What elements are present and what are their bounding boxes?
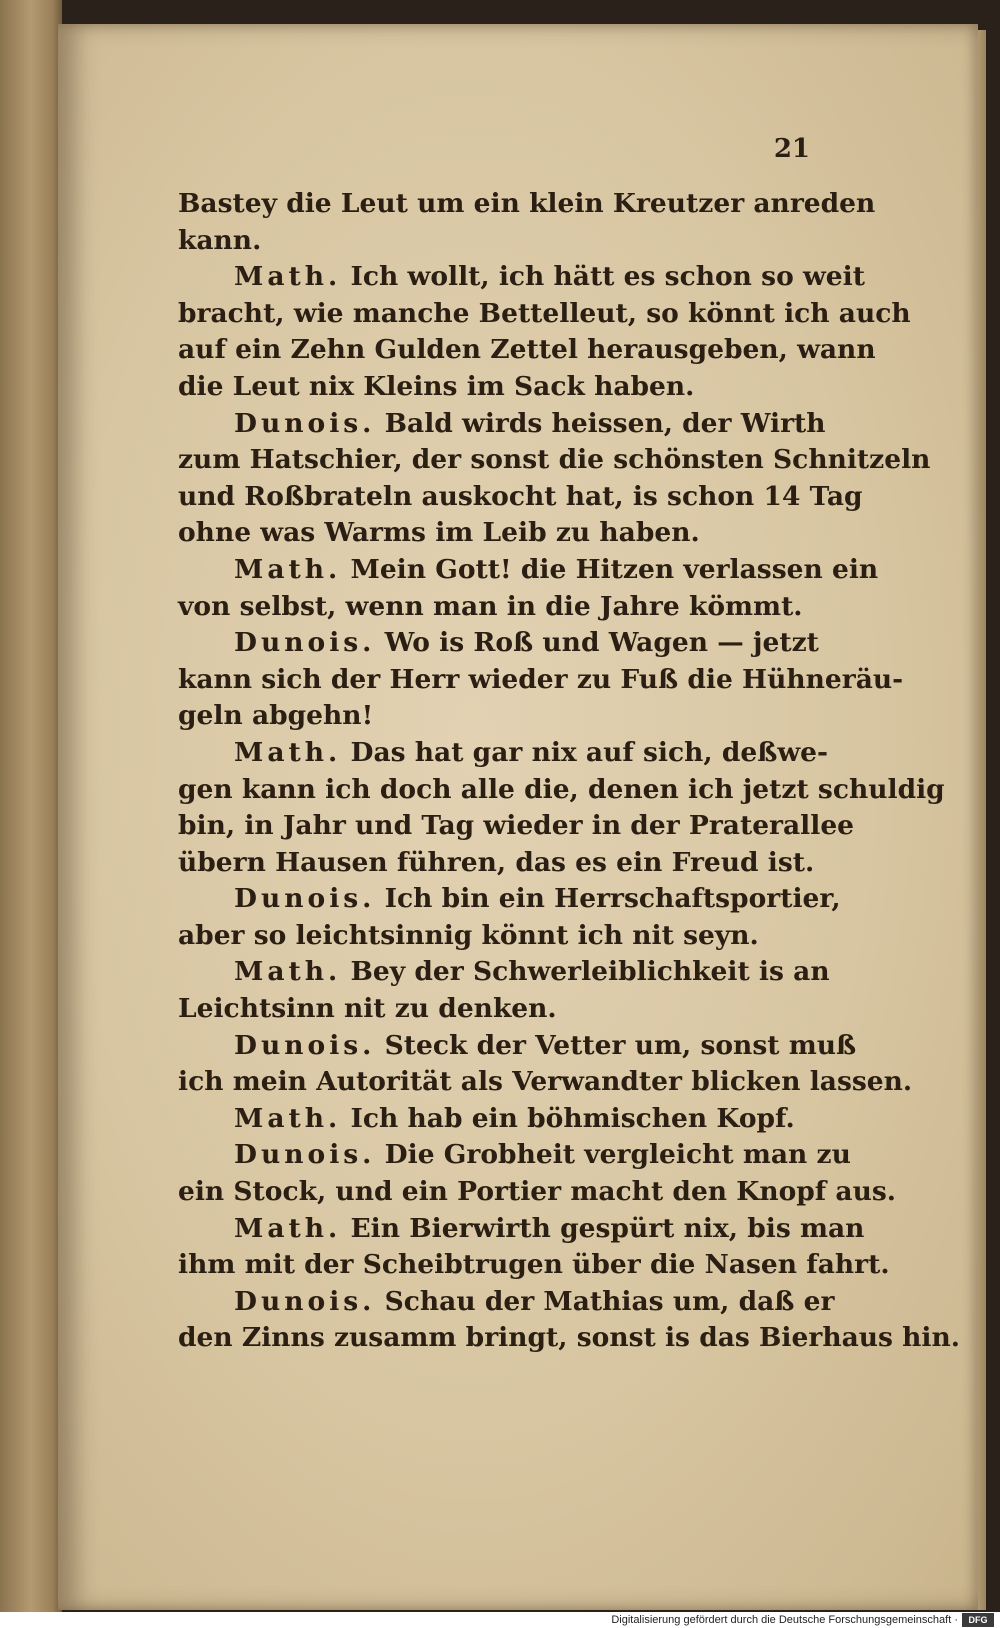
line-text: kann.	[178, 224, 262, 256]
text-line	[178, 662, 904, 699]
text-line	[178, 1320, 960, 1357]
text-line	[178, 515, 814, 552]
text-line	[178, 881, 841, 918]
speaker-name: Dunois.	[234, 1029, 376, 1061]
text-line	[178, 479, 863, 516]
speaker-name: Math.	[234, 261, 342, 293]
text-line	[178, 223, 814, 260]
text-line	[178, 1174, 897, 1211]
line-text: ich mein Autorität als Verwandter blicken lassen.	[178, 1066, 913, 1098]
text-line	[178, 735, 829, 772]
digitization-credit: Digitalisierung gefördert durch die Deutsche Forschungsgemeinschaft ·	[611, 1614, 958, 1626]
line-text: zum Hatschier, der sonst die schönsten Schnitzeln	[178, 444, 931, 476]
line-text: Bey der Schwerleiblichkeit is an	[350, 956, 830, 988]
speaker-name: Dunois.	[234, 1139, 376, 1171]
line-text: auf ein Zehn Gulden Zettel herausgeben, wann	[178, 334, 876, 366]
speaker-name: Dunois.	[234, 1285, 376, 1317]
text-line	[178, 332, 876, 369]
line-text: gen kann ich doch alle die, denen ich jetzt schuldig	[178, 773, 945, 805]
text-line	[178, 625, 819, 662]
play-text	[178, 186, 960, 1357]
line-text: Wo is Roß und Wagen — jetzt	[384, 627, 819, 659]
line-text: übern Hausen führen, das es ein Freud ist.	[178, 846, 815, 878]
speaker-name: Dunois.	[234, 883, 376, 915]
footer-bar	[0, 1612, 1000, 1628]
line-text: Ich wollt, ich hätt es schon so weit	[350, 261, 865, 293]
text-line	[178, 772, 945, 809]
text-line	[178, 552, 879, 589]
line-text: die Leut nix Kleins im Sack haben.	[178, 370, 695, 402]
line-text: Ich bin ein Herrschaftsportier,	[384, 883, 841, 915]
line-text: Bastey die Leut um ein klein Kreutzer anreden	[178, 188, 876, 219]
line-text: Schau der Mathias um, daß er	[384, 1285, 835, 1317]
speaker-name: Math.	[234, 956, 342, 988]
line-text: geln abgehn!	[178, 700, 374, 732]
text-line	[178, 589, 814, 626]
text-line	[178, 1284, 835, 1321]
line-text: bin, in Jahr und Tag wieder in der Praterallee	[178, 810, 855, 842]
text-line	[178, 442, 931, 479]
line-text: Bald wirds heissen, der Wirth	[384, 407, 826, 439]
line-text: Ein Bierwirth gespürt nix, bis man	[350, 1212, 865, 1244]
line-text: bracht, wie manche Bettelleut, so könnt ich auch	[178, 297, 911, 329]
text-line	[178, 1247, 890, 1284]
text-line	[178, 1211, 865, 1248]
line-text: ohne was Warms im Leib zu haben.	[178, 517, 700, 549]
line-text: kann sich der Herr wieder zu Fuß die Hühneräu-	[178, 663, 904, 695]
line-text: Die Grobheit vergleicht man zu	[384, 1139, 851, 1171]
line-text: Mein Gott! die Hitzen verlassen ein	[350, 553, 879, 585]
speaker-name: Dunois.	[234, 407, 376, 439]
speaker-name: Math.	[234, 1102, 342, 1134]
speaker-name: Dunois.	[234, 627, 376, 659]
line-text: Ich hab ein böhmischen Kopf.	[350, 1102, 795, 1134]
text-line	[178, 1064, 913, 1101]
text-line	[178, 259, 865, 296]
text-line	[178, 406, 826, 443]
line-text: ein Stock, und ein Portier macht den Knopf aus.	[178, 1176, 897, 1208]
text-line	[178, 698, 814, 735]
text-line	[178, 296, 911, 333]
text-line	[178, 918, 814, 955]
left-page-edge	[0, 0, 62, 1612]
text-line	[178, 808, 855, 845]
dfg-logo: DFG	[962, 1613, 994, 1627]
speaker-name: Math.	[234, 553, 342, 585]
page-number: 21	[773, 134, 810, 164]
line-text: Leichtsinn nit zu denken.	[178, 993, 557, 1025]
line-text: aber so leichtsinnig könnt ich nit seyn.	[178, 919, 759, 951]
line-text: ihm mit der Scheibtrugen über die Nasen fahrt.	[178, 1249, 890, 1281]
line-text: von selbst, wenn man in die Jahre kömmt.	[178, 590, 803, 622]
text-line	[178, 991, 814, 1028]
text-line	[178, 186, 876, 223]
text-line	[178, 1137, 851, 1174]
text-line	[178, 845, 814, 882]
text-line	[178, 1101, 814, 1138]
line-text: und Roßbrateln auskocht hat, is schon 14 Tag	[178, 480, 863, 512]
line-text: Das hat gar nix auf sich, deßwe-	[350, 736, 829, 768]
text-line	[178, 954, 830, 991]
line-text: Steck der Vetter um, sonst muß	[384, 1029, 857, 1061]
line-text: den Zinns zusamm bringt, sonst is das Bierhaus hin.	[178, 1322, 960, 1354]
text-line	[178, 369, 814, 406]
text-line	[178, 1028, 857, 1065]
speaker-name: Math.	[234, 1212, 342, 1244]
speaker-name: Math.	[234, 736, 342, 768]
